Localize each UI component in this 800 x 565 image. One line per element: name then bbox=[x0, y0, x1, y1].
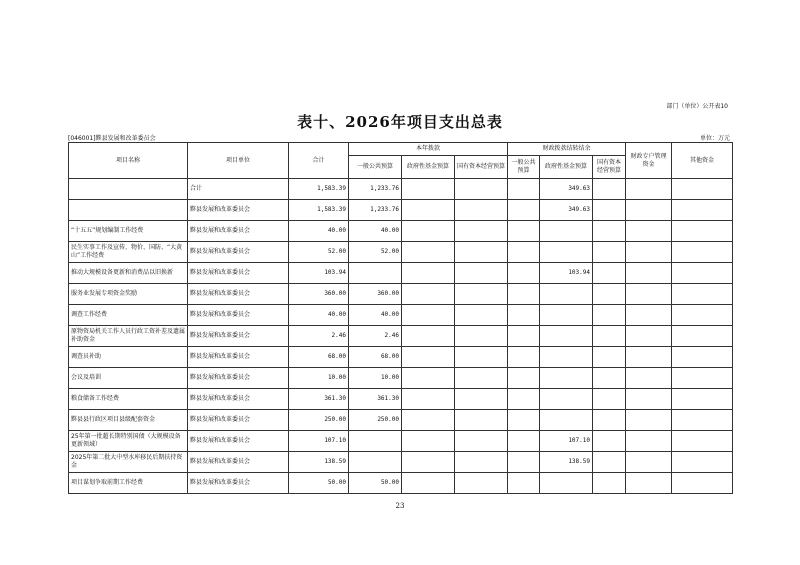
cell-a2 bbox=[402, 263, 455, 284]
cell-unit: 黟县发展和改革委员会 bbox=[188, 200, 289, 221]
cell-unit: 黟县发展和改革委员会 bbox=[188, 326, 289, 347]
cell-a2 bbox=[402, 200, 455, 221]
cell-total: 250.00 bbox=[289, 410, 349, 431]
cell-total: 1,583.39 bbox=[289, 179, 349, 200]
cell-total: 68.00 bbox=[289, 347, 349, 368]
cell-b3 bbox=[593, 305, 626, 326]
cell-a3 bbox=[455, 221, 508, 242]
cell-d bbox=[672, 200, 733, 221]
organization-label: [046001]黟县发展和改革委员会 bbox=[68, 135, 156, 142]
cell-name: 会议及培训 bbox=[69, 368, 188, 389]
table-row bbox=[69, 326, 733, 347]
cell-b1 bbox=[508, 410, 540, 431]
cell-unit: 黟县发展和改革委员会 bbox=[188, 368, 289, 389]
table-row bbox=[69, 431, 733, 452]
cell-b2: 107.10 bbox=[540, 431, 593, 452]
table-row bbox=[69, 473, 733, 494]
cell-a3 bbox=[455, 389, 508, 410]
cell-b1 bbox=[508, 347, 540, 368]
cell-a1 bbox=[349, 452, 402, 473]
cell-a2 bbox=[402, 284, 455, 305]
cell-b2: 349.63 bbox=[540, 200, 593, 221]
cell-c bbox=[626, 284, 672, 305]
header-carryover: 财政拨款结转结余 bbox=[508, 143, 626, 156]
header-other-funds: 其他资金 bbox=[672, 143, 733, 179]
cell-b2: 103.94 bbox=[540, 263, 593, 284]
cell-b1 bbox=[508, 368, 540, 389]
cell-d bbox=[672, 431, 733, 452]
cell-b2 bbox=[540, 368, 593, 389]
cell-b1 bbox=[508, 263, 540, 284]
cell-b2 bbox=[540, 410, 593, 431]
header-carryover-general-budget: 一般公共预算 bbox=[508, 156, 540, 179]
cell-a1: 1,233.76 bbox=[349, 179, 402, 200]
cell-b1 bbox=[508, 305, 540, 326]
cell-a1 bbox=[349, 431, 402, 452]
cell-a3 bbox=[455, 410, 508, 431]
cell-b3 bbox=[593, 347, 626, 368]
cell-name: 项目谋划争取前期工作经费 bbox=[69, 473, 188, 494]
cell-unit: 黟县发展和改革委员会 bbox=[188, 305, 289, 326]
cell-b1 bbox=[508, 179, 540, 200]
cell-unit: 黟县发展和改革委员会 bbox=[188, 284, 289, 305]
cell-b2 bbox=[540, 242, 593, 263]
cell-total: 1,583.39 bbox=[289, 200, 349, 221]
cell-a3 bbox=[455, 347, 508, 368]
cell-a2 bbox=[402, 305, 455, 326]
table-row bbox=[69, 305, 733, 326]
cell-d bbox=[672, 389, 733, 410]
project-expenditure-table bbox=[68, 142, 733, 494]
cell-b1 bbox=[508, 284, 540, 305]
cell-a2 bbox=[402, 389, 455, 410]
cell-b2 bbox=[540, 284, 593, 305]
cell-name: 粮食储备工作经费 bbox=[69, 389, 188, 410]
cell-d bbox=[672, 410, 733, 431]
table-body bbox=[69, 179, 733, 494]
cell-a3 bbox=[455, 326, 508, 347]
cell-c bbox=[626, 179, 672, 200]
header-gov-fund: 政府性基金预算 bbox=[402, 156, 455, 179]
cell-b2 bbox=[540, 326, 593, 347]
cell-total: 360.00 bbox=[289, 284, 349, 305]
cell-b2 bbox=[540, 473, 593, 494]
cell-d bbox=[672, 452, 733, 473]
table-row bbox=[69, 263, 733, 284]
cell-b3 bbox=[593, 221, 626, 242]
cell-a2 bbox=[402, 368, 455, 389]
table-row bbox=[69, 389, 733, 410]
cell-b1 bbox=[508, 473, 540, 494]
cell-total: 2.46 bbox=[289, 326, 349, 347]
header-fiscal-special: 财政专户管理资金 bbox=[626, 143, 672, 179]
header-current-year: 本年拨款 bbox=[349, 143, 508, 156]
cell-total: 50.00 bbox=[289, 473, 349, 494]
cell-a2 bbox=[402, 473, 455, 494]
cell-a2 bbox=[402, 179, 455, 200]
cell-d bbox=[672, 347, 733, 368]
cell-total: 138.59 bbox=[289, 452, 349, 473]
cell-total: 40.00 bbox=[289, 305, 349, 326]
cell-b3 bbox=[593, 368, 626, 389]
cell-a2 bbox=[402, 452, 455, 473]
header-general-budget: 一般公共预算 bbox=[349, 156, 402, 179]
cell-unit: 黟县发展和改革委员会 bbox=[188, 431, 289, 452]
header-total: 合计 bbox=[289, 143, 349, 179]
header-state-capital: 国有资本经营预算 bbox=[455, 156, 508, 179]
cell-a3 bbox=[455, 200, 508, 221]
cell-b2: 349.63 bbox=[540, 179, 593, 200]
cell-a3 bbox=[455, 263, 508, 284]
cell-a3 bbox=[455, 452, 508, 473]
cell-b3 bbox=[593, 389, 626, 410]
cell-unit: 黟县发展和改革委员会 bbox=[188, 242, 289, 263]
page-number: 23 bbox=[395, 502, 405, 510]
cell-a1: 68.00 bbox=[349, 347, 402, 368]
cell-a1: 40.00 bbox=[349, 305, 402, 326]
cell-a1: 1,233.76 bbox=[349, 200, 402, 221]
table-row bbox=[69, 221, 733, 242]
cell-total: 361.30 bbox=[289, 389, 349, 410]
unit-label: 单位：万元 bbox=[699, 135, 730, 142]
cell-d bbox=[672, 305, 733, 326]
cell-b1 bbox=[508, 200, 540, 221]
cell-a2 bbox=[402, 326, 455, 347]
cell-c bbox=[626, 473, 672, 494]
table-row bbox=[69, 242, 733, 263]
cell-a1: 2.46 bbox=[349, 326, 402, 347]
cell-a2 bbox=[402, 431, 455, 452]
cell-b3 bbox=[593, 326, 626, 347]
cell-unit: 黟县发展和改革委员会 bbox=[188, 473, 289, 494]
cell-c bbox=[626, 368, 672, 389]
cell-a3 bbox=[455, 431, 508, 452]
cell-total: 103.94 bbox=[289, 263, 349, 284]
cell-a3 bbox=[455, 179, 508, 200]
cell-unit: 黟县发展和改革委员会 bbox=[188, 347, 289, 368]
table-row bbox=[69, 200, 733, 221]
cell-c bbox=[626, 452, 672, 473]
cell-name: 服务业发展专项资金奖励 bbox=[69, 284, 188, 305]
cell-a3 bbox=[455, 242, 508, 263]
cell-b2 bbox=[540, 389, 593, 410]
cell-b3 bbox=[593, 263, 626, 284]
cell-b1 bbox=[508, 452, 540, 473]
cell-d bbox=[672, 221, 733, 242]
header-project-unit: 项目单位 bbox=[188, 143, 289, 179]
cell-b2 bbox=[540, 305, 593, 326]
cell-c bbox=[626, 200, 672, 221]
cell-a1: 361.30 bbox=[349, 389, 402, 410]
cell-name: 调查员补助 bbox=[69, 347, 188, 368]
page-title: 表十、2026年项目支出总表 bbox=[297, 113, 503, 131]
cell-c bbox=[626, 347, 672, 368]
cell-c bbox=[626, 305, 672, 326]
cell-c bbox=[626, 410, 672, 431]
cell-name: 2025年第二批大中型水库移民后期扶持资金 bbox=[69, 452, 188, 473]
cell-a3 bbox=[455, 284, 508, 305]
cell-b2 bbox=[540, 221, 593, 242]
form-number: 部门（单位）公开表10 bbox=[666, 103, 728, 110]
cell-b3 bbox=[593, 452, 626, 473]
cell-a1: 10.00 bbox=[349, 368, 402, 389]
cell-d bbox=[672, 326, 733, 347]
cell-c bbox=[626, 326, 672, 347]
cell-c bbox=[626, 242, 672, 263]
cell-name: 推动大规模设备更新和消费品以旧换新 bbox=[69, 263, 188, 284]
cell-b2 bbox=[540, 347, 593, 368]
cell-c bbox=[626, 389, 672, 410]
cell-c bbox=[626, 263, 672, 284]
cell-b3 bbox=[593, 200, 626, 221]
cell-name bbox=[69, 200, 188, 221]
cell-a2 bbox=[402, 347, 455, 368]
cell-b1 bbox=[508, 242, 540, 263]
cell-b3 bbox=[593, 473, 626, 494]
cell-total: 107.10 bbox=[289, 431, 349, 452]
cell-total: 52.00 bbox=[289, 242, 349, 263]
cell-b3 bbox=[593, 242, 626, 263]
cell-a1: 360.00 bbox=[349, 284, 402, 305]
table-row bbox=[69, 179, 733, 200]
cell-a1 bbox=[349, 263, 402, 284]
cell-unit: 黟县发展和改革委员会 bbox=[188, 389, 289, 410]
cell-d bbox=[672, 242, 733, 263]
cell-a3 bbox=[455, 473, 508, 494]
table-row bbox=[69, 284, 733, 305]
cell-a2 bbox=[402, 221, 455, 242]
cell-total: 40.00 bbox=[289, 221, 349, 242]
cell-name: 黟县县行政区项目县级配套资金 bbox=[69, 410, 188, 431]
header-carryover-state-capital: 国有资本经营预算 bbox=[593, 156, 626, 179]
cell-unit: 黟县发展和改革委员会 bbox=[188, 452, 289, 473]
cell-total: 10.00 bbox=[289, 368, 349, 389]
cell-b1 bbox=[508, 389, 540, 410]
cell-name bbox=[69, 179, 188, 200]
cell-a3 bbox=[455, 305, 508, 326]
header-carryover-gov-fund: 政府性基金预算 bbox=[540, 156, 593, 179]
header-project-name: 项目名称 bbox=[69, 143, 188, 179]
cell-unit: 合计 bbox=[188, 179, 289, 200]
table-row bbox=[69, 452, 733, 473]
cell-name: 原物资局机关工作人员行政工资补差及遗属补助资金 bbox=[69, 326, 188, 347]
cell-a2 bbox=[402, 410, 455, 431]
cell-name: 25年第一批超长期特别国债（大规模设备更新领域） bbox=[69, 431, 188, 452]
table-row bbox=[69, 347, 733, 368]
cell-name: 民生实事工作及宣传、物价、国防、“大黄山”工作经费 bbox=[69, 242, 188, 263]
cell-a1: 50.00 bbox=[349, 473, 402, 494]
cell-d bbox=[672, 284, 733, 305]
cell-b3 bbox=[593, 179, 626, 200]
cell-unit: 黟县发展和改革委员会 bbox=[188, 410, 289, 431]
cell-b3 bbox=[593, 431, 626, 452]
cell-a1: 250.00 bbox=[349, 410, 402, 431]
cell-d bbox=[672, 263, 733, 284]
cell-a3 bbox=[455, 368, 508, 389]
cell-d bbox=[672, 473, 733, 494]
table-row bbox=[69, 368, 733, 389]
cell-name: 调查工作经费 bbox=[69, 305, 188, 326]
cell-name: “十五五”规划编制工作经费 bbox=[69, 221, 188, 242]
cell-d bbox=[672, 368, 733, 389]
cell-b2: 138.59 bbox=[540, 452, 593, 473]
cell-a1: 40.00 bbox=[349, 221, 402, 242]
cell-b3 bbox=[593, 284, 626, 305]
cell-unit: 黟县发展和改革委员会 bbox=[188, 263, 289, 284]
cell-d bbox=[672, 179, 733, 200]
cell-unit: 黟县发展和改革委员会 bbox=[188, 221, 289, 242]
cell-a1: 52.00 bbox=[349, 242, 402, 263]
cell-a2 bbox=[402, 242, 455, 263]
cell-b1 bbox=[508, 326, 540, 347]
cell-c bbox=[626, 431, 672, 452]
cell-c bbox=[626, 221, 672, 242]
table-row bbox=[69, 410, 733, 431]
cell-b3 bbox=[593, 410, 626, 431]
cell-b1 bbox=[508, 221, 540, 242]
cell-b1 bbox=[508, 431, 540, 452]
